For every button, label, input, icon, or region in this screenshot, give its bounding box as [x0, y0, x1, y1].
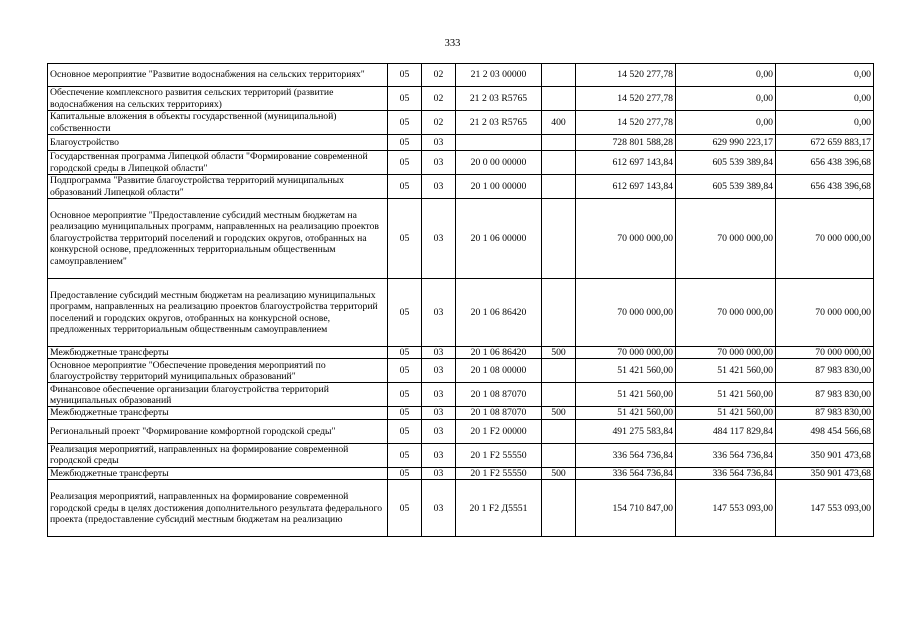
expense-type-cell: [542, 443, 576, 467]
section-code-cell: 05: [388, 467, 422, 479]
amount-year3-cell: 87 983 830,00: [776, 359, 874, 383]
target-article-cell: 21 2 03 R5765: [456, 87, 542, 111]
section-code-cell: 05: [388, 407, 422, 419]
amount-year3-cell: 350 901 473,68: [776, 467, 874, 479]
expense-type-cell: [542, 199, 576, 279]
table-row: [48, 87, 874, 111]
item-name-cell: Финансовое обеспечение организации благоустройства территорий муниципальных образований: [48, 383, 388, 407]
subsection-code-cell: 02: [422, 87, 456, 111]
target-article-cell: 20 1 06 86420: [456, 279, 542, 347]
section-code-cell: 05: [388, 135, 422, 151]
amount-year2-cell: 70 000 000,00: [676, 347, 776, 359]
subsection-code-cell: 03: [422, 359, 456, 383]
section-code-cell: 05: [388, 279, 422, 347]
amount-year1-cell: 336 564 736,84: [576, 443, 676, 467]
amount-year2-cell: 147 553 093,00: [676, 480, 776, 537]
table-row: [48, 467, 874, 479]
section-code-cell: 05: [388, 347, 422, 359]
amount-year2-cell: 336 564 736,84: [676, 443, 776, 467]
table-row: [48, 111, 874, 135]
amount-year1-cell: 14 520 277,78: [576, 111, 676, 135]
amount-year1-cell: 70 000 000,00: [576, 279, 676, 347]
expense-type-cell: 500: [542, 347, 576, 359]
subsection-code-cell: 03: [422, 151, 456, 175]
target-article-cell: 20 1 00 00000: [456, 175, 542, 199]
target-article-cell: 20 1 F2 55550: [456, 443, 542, 467]
expense-type-cell: [542, 64, 576, 87]
item-name-cell: Основное мероприятие "Развитие водоснабжения на сельских территориях": [48, 64, 388, 87]
item-name-cell: Подпрограмма "Развитие благоустройства территорий муниципальных образований Липецкой области": [48, 175, 388, 199]
expense-type-cell: 500: [542, 467, 576, 479]
amount-year1-cell: 154 710 847,00: [576, 480, 676, 537]
amount-year2-cell: 0,00: [676, 64, 776, 87]
amount-year3-cell: 70 000 000,00: [776, 199, 874, 279]
amount-year1-cell: 70 000 000,00: [576, 347, 676, 359]
item-name-cell: Основное мероприятие "Обеспечение проведения мероприятий по благоустройству территорий муниципальных образований": [48, 359, 388, 383]
item-name-cell: Межбюджетные трансферты: [48, 347, 388, 359]
target-article-cell: 20 1 06 00000: [456, 199, 542, 279]
item-name-cell: Региональный проект "Формирование комфортной городской среды": [48, 419, 388, 443]
amount-year1-cell: 336 564 736,84: [576, 467, 676, 479]
item-name-cell: Реализация мероприятий, направленных на формирование современной городской среды: [48, 443, 388, 467]
subsection-code-cell: 03: [422, 443, 456, 467]
table-row: [48, 199, 874, 279]
table-row: [48, 443, 874, 467]
page-number: 333: [444, 38, 461, 49]
item-name-cell: Капитальные вложения в объекты государственной (муниципальной) собственности: [48, 111, 388, 135]
amount-year1-cell: 51 421 560,00: [576, 383, 676, 407]
section-code-cell: 05: [388, 480, 422, 537]
amount-year1-cell: 51 421 560,00: [576, 407, 676, 419]
subsection-code-cell: 03: [422, 199, 456, 279]
subsection-code-cell: 03: [422, 279, 456, 347]
table-row: [48, 279, 874, 347]
amount-year1-cell: 70 000 000,00: [576, 199, 676, 279]
subsection-code-cell: 02: [422, 64, 456, 87]
amount-year2-cell: 336 564 736,84: [676, 467, 776, 479]
subsection-code-cell: 03: [422, 480, 456, 537]
amount-year2-cell: 0,00: [676, 111, 776, 135]
target-article-cell: [456, 135, 542, 151]
target-article-cell: 20 1 F2 00000: [456, 419, 542, 443]
table-row: [48, 359, 874, 383]
amount-year3-cell: 350 901 473,68: [776, 443, 874, 467]
expense-type-cell: [542, 87, 576, 111]
target-article-cell: 20 1 08 00000: [456, 359, 542, 383]
expense-type-cell: [542, 279, 576, 347]
section-code-cell: 05: [388, 383, 422, 407]
table-row: [48, 480, 874, 537]
section-code-cell: 05: [388, 175, 422, 199]
amount-year3-cell: 498 454 566,68: [776, 419, 874, 443]
subsection-code-cell: 03: [422, 135, 456, 151]
target-article-cell: 20 1 F2 55550: [456, 467, 542, 479]
item-name-cell: Государственная программа Липецкой области "Формирование современной городской среды в Липецкой области": [48, 151, 388, 175]
amount-year3-cell: 0,00: [776, 64, 874, 87]
amount-year2-cell: 629 990 223,17: [676, 135, 776, 151]
subsection-code-cell: 03: [422, 383, 456, 407]
amount-year1-cell: 14 520 277,78: [576, 87, 676, 111]
amount-year1-cell: 491 275 583,84: [576, 419, 676, 443]
table-row: [48, 407, 874, 419]
amount-year2-cell: 51 421 560,00: [676, 407, 776, 419]
table-row: [48, 64, 874, 87]
section-code-cell: 05: [388, 443, 422, 467]
subsection-code-cell: 03: [422, 419, 456, 443]
expense-type-cell: 400: [542, 111, 576, 135]
subsection-code-cell: 02: [422, 111, 456, 135]
amount-year2-cell: 605 539 389,84: [676, 151, 776, 175]
expense-type-cell: [542, 359, 576, 383]
amount-year1-cell: 612 697 143,84: [576, 151, 676, 175]
item-name-cell: Межбюджетные трансферты: [48, 467, 388, 479]
budget-table-body: [48, 64, 874, 537]
expense-type-cell: [542, 151, 576, 175]
amount-year2-cell: 51 421 560,00: [676, 359, 776, 383]
section-code-cell: 05: [388, 419, 422, 443]
subsection-code-cell: 03: [422, 175, 456, 199]
expense-type-cell: [542, 480, 576, 537]
expense-type-cell: [542, 175, 576, 199]
amount-year2-cell: 605 539 389,84: [676, 175, 776, 199]
table-row: [48, 383, 874, 407]
table-row: [48, 135, 874, 151]
subsection-code-cell: 03: [422, 407, 456, 419]
amount-year2-cell: 70 000 000,00: [676, 199, 776, 279]
amount-year2-cell: 70 000 000,00: [676, 279, 776, 347]
amount-year3-cell: 87 983 830,00: [776, 383, 874, 407]
amount-year3-cell: 70 000 000,00: [776, 347, 874, 359]
budget-table: [47, 63, 874, 537]
amount-year2-cell: 484 117 829,84: [676, 419, 776, 443]
amount-year1-cell: 51 421 560,00: [576, 359, 676, 383]
amount-year3-cell: 147 553 093,00: [776, 480, 874, 537]
amount-year3-cell: 656 438 396,68: [776, 175, 874, 199]
item-name-cell: Основное мероприятие "Предоставление субсидий местным бюджетам на реализацию муниципальных программ, направленных на реализацию проектов благоустройства территорий поселений и городских округов, отобранных на конкурсной основе, предложенных территориальным общественным самоуправлением": [48, 199, 388, 279]
section-code-cell: 05: [388, 64, 422, 87]
amount-year1-cell: 612 697 143,84: [576, 175, 676, 199]
subsection-code-cell: 03: [422, 467, 456, 479]
amount-year3-cell: 0,00: [776, 111, 874, 135]
target-article-cell: 21 2 03 00000: [456, 64, 542, 87]
amount-year3-cell: 0,00: [776, 87, 874, 111]
target-article-cell: 20 1 F2 Д5551: [456, 480, 542, 537]
amount-year2-cell: 0,00: [676, 87, 776, 111]
target-article-cell: 20 1 08 87070: [456, 407, 542, 419]
amount-year2-cell: 51 421 560,00: [676, 383, 776, 407]
amount-year3-cell: 656 438 396,68: [776, 151, 874, 175]
item-name-cell: Реализация мероприятий, направленных на формирование современной городской среды в целях достижения дополнительного результата федерального проекта (предоставление субсидий местным бюджетам на реализацию: [48, 480, 388, 537]
target-article-cell: 21 2 03 R5765: [456, 111, 542, 135]
amount-year1-cell: 728 801 588,28: [576, 135, 676, 151]
table-row: [48, 151, 874, 175]
expense-type-cell: [542, 135, 576, 151]
table-row: [48, 419, 874, 443]
amount-year3-cell: 672 659 883,17: [776, 135, 874, 151]
amount-year1-cell: 14 520 277,78: [576, 64, 676, 87]
expense-type-cell: 500: [542, 407, 576, 419]
target-article-cell: 20 1 06 86420: [456, 347, 542, 359]
target-article-cell: 20 1 08 87070: [456, 383, 542, 407]
subsection-code-cell: 03: [422, 347, 456, 359]
item-name-cell: Обеспечение комплексного развития сельских территорий (развитие водоснабжения на сельских территориях): [48, 87, 388, 111]
table-row: [48, 175, 874, 199]
item-name-cell: Предоставление субсидий местным бюджетам на реализацию муниципальных программ, направленных на реализацию проектов благоустройства территорий поселений и городских округов, отобранных на конкурсной основе, предложенных территориальным общественным самоуправлением: [48, 279, 388, 347]
item-name-cell: Межбюджетные трансферты: [48, 407, 388, 419]
section-code-cell: 05: [388, 199, 422, 279]
target-article-cell: 20 0 00 00000: [456, 151, 542, 175]
amount-year3-cell: 87 983 830,00: [776, 407, 874, 419]
section-code-cell: 05: [388, 151, 422, 175]
section-code-cell: 05: [388, 87, 422, 111]
expense-type-cell: [542, 419, 576, 443]
section-code-cell: 05: [388, 111, 422, 135]
expense-type-cell: [542, 383, 576, 407]
section-code-cell: 05: [388, 359, 422, 383]
table-row: [48, 347, 874, 359]
amount-year3-cell: 70 000 000,00: [776, 279, 874, 347]
item-name-cell: Благоустройство: [48, 135, 388, 151]
